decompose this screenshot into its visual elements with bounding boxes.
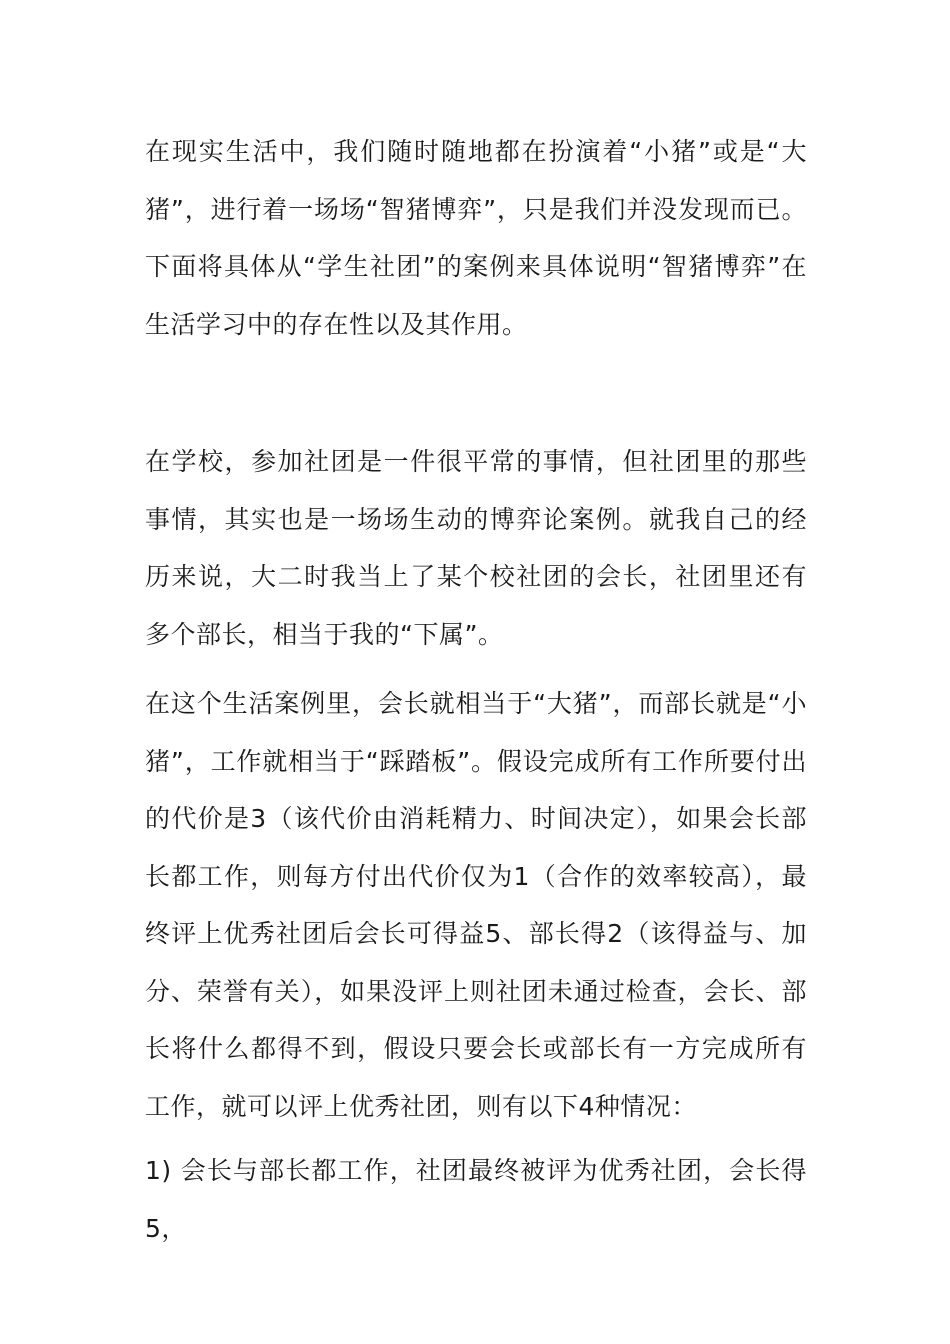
paragraph-case-analysis: 在这个生活案例里，会长就相当于“大猪”，而部长就是“小猪”，工作就相当于“踩踏板”。假设完成所有工作所要付出的代价是3（该代价由消耗精力、时间决定），如果会长部长都工作，则每方付出代价仅为1（合作的效率较高），最终评上优秀社团后会长可得益5、部长得2（该得益与、加分、荣誉有关），如果没评上则社团未通过检查，会长、部长将什么都得不到，假设只要会长或部长有一方完成所有工作，就可以评上优秀社团，则有以下4种情况： (145, 689, 807, 1121)
paragraph-school-club: 在学校，参加社团是一件很平常的事情，但社团里的那些事情，其实也是一场场生动的博弈论案例。就我自己的经历来说，大二时我当上了某个校社团的会长，社团里还有多个部长，相当于我的“下属”。 (145, 447, 807, 649)
paragraph-case-1: 1) 会长与部长都工作，社团最终被评为优秀社团，会长得5， (145, 1156, 807, 1243)
paragraph-intro: 在现实生活中，我们随时随地都在扮演着“小猪”或是“大猪”，进行着一场场“智猪博弈”，只是我们并没发现而已。下面将具体从“学生社团”的案例来具体说明“智猪博弈”在生活学习中的存在性以及其作用。 (145, 137, 807, 339)
